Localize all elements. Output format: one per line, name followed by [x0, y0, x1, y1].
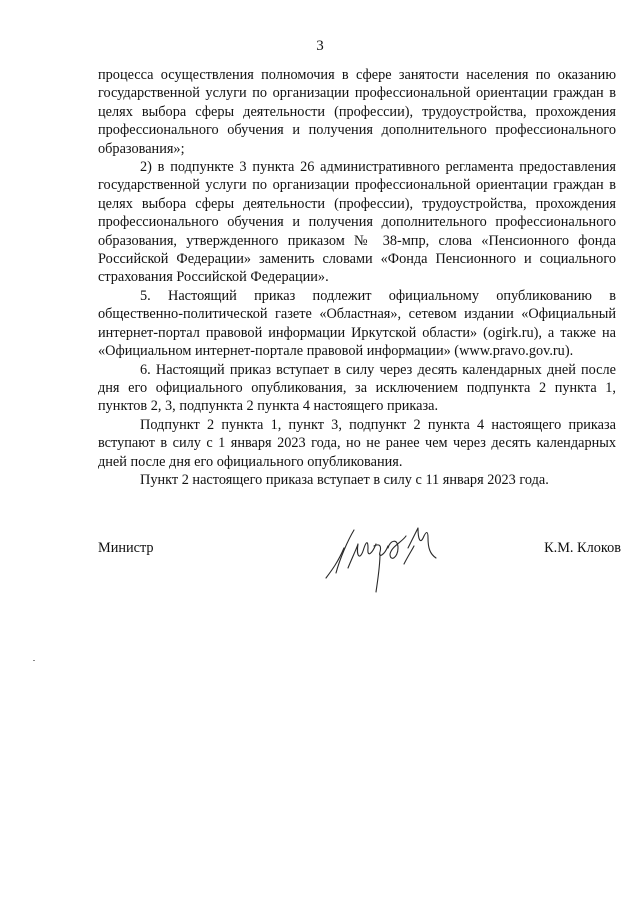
signatory-name: К.М. Клоков	[544, 540, 621, 556]
page-number: 3	[316, 38, 324, 54]
scan-mark	[33, 660, 35, 661]
paragraph-effective-date: Подпункт 2 пункта 1, пункт 3, подпункт 2 пункта 4 настоящего приказа вступают в силу с 1 января 2023 года, но не ранее чем через десять календарных дней после дня его официального опубликования.	[98, 416, 616, 470]
signatory-title: Министр	[98, 540, 154, 556]
handwritten-signature	[318, 518, 448, 598]
paragraph-point-6: 6. Настоящий приказ вступает в силу через десять календарных дней после дня его официального опубликования, за исключением подпункта 2 пункта 1, пунктов 2, 3, подпункта 2 пункта 4 настоящего приказа.	[98, 361, 616, 415]
document-body	[98, 66, 616, 489]
paragraph-continuation: процесса осуществления полномочия в сфере занятости населения по оказанию государственной услуги по организации профессиональной ориентации граждан в целях выбора сферы деятельности (профессии), трудоустройства, прохождения профессионального обучения и получения дополнительного профессионального образования»;	[98, 67, 616, 157]
paragraph-subpoint-2: 2) в подпункте 3 пункта 26 административного регламента предоставления государственной услуги по организации профессиональной ориентации граждан в целях выбора сферы деятельности (профессии), трудоустройства, прохождения профессионального обучения и получения дополнительного профессионального образования, утвержденного приказом № 38-мпр, слова «Пенсионного фонда Российской Федерации» заменить словами «Фонда Пенсионного и социального страхования Российской Федерации».	[98, 159, 616, 286]
paragraph-point-5: 5. Настоящий приказ подлежит официальному опубликованию в общественно-политической газете «Областная», сетевом издании «Официальный интернет-портал правовой информации Иркутской области» (ogirk.ru), а также на «Официальном интернет-портале правовой информации» (www.pravo.gov.ru).	[98, 287, 616, 360]
paragraph-point-2-effective: Пункт 2 настоящего приказа вступает в силу с 11 января 2023 года.	[140, 471, 549, 488]
